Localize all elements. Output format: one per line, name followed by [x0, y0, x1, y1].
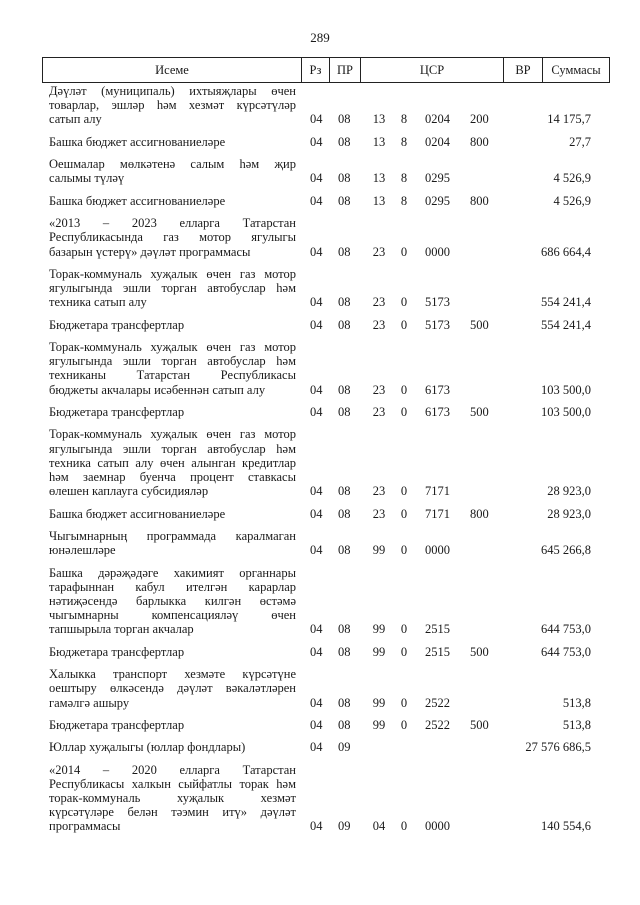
row-sum: 27,7 — [569, 134, 591, 149]
row-csr-part1: 23 — [372, 295, 386, 310]
row-csr-part1: 23 — [372, 484, 386, 499]
row-sum: 644 753,0 — [541, 644, 591, 659]
row-name — [49, 507, 296, 521]
row-csr-part2: 0 — [400, 622, 408, 637]
row-rz: 04 — [310, 695, 323, 710]
row-csr-part3: 7171 — [425, 484, 450, 499]
table-row — [0, 645, 640, 659]
row-csr-part3: 2515 — [425, 622, 450, 637]
row-csr-part1: 23 — [372, 405, 386, 420]
row-name-line: өлешен каплауга субсидияләр — [49, 484, 209, 499]
row-vr: 500 — [470, 317, 489, 332]
row-rz: 04 — [310, 484, 323, 499]
row-csr-part3: 0204 — [425, 112, 450, 127]
row-rz: 04 — [310, 244, 323, 259]
row-name-line: Башка бюджет ассигнованиеләре — [49, 193, 226, 208]
row-csr-part3: 2522 — [425, 717, 450, 732]
row-name-line: Торак-коммуналь хуҗалык өчен газ мотор — [49, 266, 296, 281]
row-csr-part1: 13 — [372, 171, 386, 186]
row-sum: 554 241,4 — [541, 295, 591, 310]
row-name-line: техниканы Татарстан Республикасы — [49, 368, 296, 383]
row-name-line: ягулыгында эшли торган автобуслар һәм — [49, 281, 296, 296]
row-name — [49, 645, 296, 659]
row-csr-part1: 99 — [372, 695, 386, 710]
row-name-line: программасы — [49, 819, 121, 834]
row-csr-part1: 99 — [372, 717, 386, 732]
row-csr-part3: 0000 — [425, 819, 450, 834]
row-rz: 04 — [310, 740, 323, 755]
row-vr: 800 — [470, 193, 489, 208]
row-name-line: Халыкка транспорт хезмәте күрсәтүне — [49, 667, 296, 682]
row-pr: 08 — [338, 506, 351, 521]
row-rz: 04 — [310, 644, 323, 659]
row-pr: 08 — [338, 317, 351, 332]
row-name — [49, 667, 296, 710]
table-row — [0, 740, 640, 754]
row-name — [49, 763, 296, 834]
table-row — [0, 667, 640, 710]
row-vr: 800 — [470, 506, 489, 521]
row-vr: 500 — [470, 644, 489, 659]
table-row — [0, 135, 640, 149]
row-name-line: тапшырыла торган акчалар — [49, 622, 194, 637]
table-row — [0, 157, 640, 185]
table-row — [0, 566, 640, 637]
row-name — [49, 84, 296, 127]
row-csr-part2: 0 — [400, 244, 408, 259]
row-name — [49, 157, 296, 185]
row-csr-part3: 2522 — [425, 695, 450, 710]
table-row — [0, 216, 640, 259]
row-csr-part3: 0000 — [425, 543, 450, 558]
row-pr: 08 — [338, 171, 351, 186]
row-pr: 08 — [338, 695, 351, 710]
row-pr: 09 — [338, 740, 351, 755]
row-csr-part2: 0 — [400, 484, 408, 499]
row-sum: 140 554,6 — [541, 819, 591, 834]
row-name-line: Оешмалар мөлкәтенә салым һәм җир — [49, 157, 296, 172]
row-csr-part3: 0000 — [425, 244, 450, 259]
row-rz: 04 — [310, 819, 323, 834]
table-body — [0, 84, 640, 842]
row-sum: 686 664,4 — [541, 244, 591, 259]
row-sum: 513,8 — [562, 695, 591, 710]
row-sum: 103 500,0 — [541, 405, 591, 420]
row-rz: 04 — [310, 382, 323, 397]
row-name — [49, 135, 296, 149]
row-csr-part2: 0 — [400, 644, 408, 659]
row-name-line: күрсәтүләре белән тәэмин итү» дәүләт — [49, 805, 296, 820]
row-rz: 04 — [310, 171, 323, 186]
row-name-line: Торак-коммуналь хуҗалык өчен газ мотор — [49, 340, 296, 355]
row-pr: 08 — [338, 543, 351, 558]
row-rz: 04 — [310, 405, 323, 420]
row-pr: 08 — [338, 193, 351, 208]
row-csr-part2: 0 — [400, 819, 408, 834]
row-name — [49, 216, 296, 259]
row-name-line: юнәлешләре — [49, 543, 116, 558]
row-pr: 08 — [338, 644, 351, 659]
row-csr-part3: 2515 — [425, 644, 450, 659]
row-csr-part3: 0204 — [425, 134, 450, 149]
row-rz: 04 — [310, 112, 323, 127]
column-header-csr: ЦСР — [419, 63, 445, 77]
row-name-line: товарлар, эшләр һәм хезмәт күрсәтүләр — [49, 98, 296, 113]
row-csr-part2: 8 — [400, 171, 408, 186]
row-name-line: Бюджетара трансфертлар — [49, 644, 185, 659]
row-csr-part1: 13 — [372, 112, 386, 127]
row-name-line: Бюджетара трансфертлар — [49, 405, 185, 420]
row-csr-part3: 7171 — [425, 506, 450, 521]
row-pr: 08 — [338, 717, 351, 732]
row-sum: 28 923,0 — [547, 506, 591, 521]
row-csr-part1: 04 — [372, 819, 386, 834]
row-csr-part2: 0 — [400, 405, 408, 420]
row-name-line: сатып алу — [49, 112, 102, 127]
column-header-vr: ВР — [515, 63, 531, 77]
row-name-line: салымы түләү — [49, 171, 125, 186]
row-sum: 28 923,0 — [547, 484, 591, 499]
row-sum: 645 266,8 — [541, 543, 591, 558]
table-row — [0, 427, 640, 498]
row-name — [49, 529, 296, 557]
row-rz: 04 — [310, 717, 323, 732]
row-name-line: «2014 – 2020 елларга Татарстан — [49, 762, 296, 777]
row-csr-part1: 99 — [372, 644, 386, 659]
table-row — [0, 405, 640, 419]
row-name — [49, 427, 296, 498]
row-csr-part2: 0 — [400, 506, 408, 521]
row-name-line: бюджеты акчалары исәбеннән сатып алу — [49, 382, 266, 397]
row-vr: 800 — [470, 134, 489, 149]
page-number: 289 — [310, 30, 330, 45]
row-csr-part2: 0 — [400, 543, 408, 558]
table-row — [0, 340, 640, 397]
row-rz: 04 — [310, 317, 323, 332]
row-rz: 04 — [310, 543, 323, 558]
table-row — [0, 84, 640, 127]
row-sum: 103 500,0 — [541, 382, 591, 397]
row-sum: 644 753,0 — [541, 622, 591, 637]
row-name-line: тарафыннан кабул ителгән карарлар — [49, 579, 296, 594]
row-name-line: гамәлгә ашыру — [49, 695, 130, 710]
row-csr-part1: 23 — [372, 506, 386, 521]
row-name-line: ягулыгында эшли торган автобуслар һәм — [49, 441, 296, 456]
row-csr-part1: 23 — [372, 317, 386, 332]
row-csr-part2: 0 — [400, 717, 408, 732]
row-name-line: Юллар хуҗалыгы (юллар фондлары) — [49, 740, 246, 755]
table-row — [0, 507, 640, 521]
row-sum: 4 526,9 — [553, 171, 591, 186]
row-name-line: Башка бюджет ассигнованиеләре — [49, 506, 226, 521]
row-name-line: чыгымнарны компенсацияләү өчен — [49, 608, 296, 623]
row-pr: 08 — [338, 484, 351, 499]
row-name-line: ягулыгында эшли торган автобуслар һәм — [49, 354, 296, 369]
row-name — [49, 194, 296, 208]
row-name-line: оештыру өлкәсендә дәүләт вәкаләтләрен — [49, 681, 296, 696]
row-name-line: торак-коммуналь хуҗалык хезмәт — [49, 791, 296, 806]
row-name — [49, 405, 296, 419]
row-rz: 04 — [310, 622, 323, 637]
row-csr-part1: 23 — [372, 382, 386, 397]
row-name-line: Торак-коммуналь хуҗалык өчен газ мотор — [49, 427, 296, 442]
row-name-line: «2013 – 2023 елларга Татарстан — [49, 216, 296, 231]
row-pr: 08 — [338, 405, 351, 420]
row-pr: 09 — [338, 819, 351, 834]
row-csr-part2: 8 — [400, 112, 408, 127]
row-csr-part2: 0 — [400, 317, 408, 332]
row-csr-part1: 13 — [372, 134, 386, 149]
table-header — [42, 57, 610, 83]
row-pr: 08 — [338, 295, 351, 310]
row-sum: 27 576 686,5 — [525, 740, 591, 755]
row-csr-part1: 99 — [372, 543, 386, 558]
row-pr: 08 — [338, 382, 351, 397]
row-csr-part3: 5173 — [425, 295, 450, 310]
column-header-sum: Суммасы — [551, 63, 601, 77]
table-row — [0, 529, 640, 557]
table-row — [0, 267, 640, 310]
table-row — [0, 763, 640, 834]
table-row — [0, 318, 640, 332]
row-vr: 500 — [470, 405, 489, 420]
row-rz: 04 — [310, 295, 323, 310]
row-name — [49, 718, 296, 732]
row-rz: 04 — [310, 134, 323, 149]
row-name-line: Республикасы халкын сыйфатлы торак һәм — [49, 776, 296, 791]
row-name-line: Дәүләт (муниципаль) ихтыяҗлары өчен — [49, 84, 296, 98]
row-vr: 200 — [470, 112, 489, 127]
row-csr-part2: 0 — [400, 695, 408, 710]
row-csr-part3: 0295 — [425, 193, 450, 208]
row-pr: 08 — [338, 112, 351, 127]
row-name-line: техника сатып алу өчен алынган кредитлар — [49, 455, 296, 470]
row-csr-part2: 0 — [400, 382, 408, 397]
column-header-pr: ПР — [337, 63, 353, 77]
column-header-name: Исеме — [155, 63, 189, 77]
row-csr-part1: 13 — [372, 193, 386, 208]
row-csr-part1: 99 — [372, 622, 386, 637]
row-csr-part3: 5173 — [425, 317, 450, 332]
row-name — [49, 318, 296, 332]
row-name-line: Башка дәрәҗәдәге хакимият органнары — [49, 565, 296, 580]
row-sum: 513,8 — [562, 717, 591, 732]
row-rz: 04 — [310, 506, 323, 521]
row-name — [49, 340, 296, 397]
row-name — [49, 566, 296, 637]
row-vr: 500 — [470, 717, 489, 732]
row-csr-part3: 0295 — [425, 171, 450, 186]
row-csr-part2: 8 — [400, 193, 408, 208]
row-sum: 14 175,7 — [547, 112, 591, 127]
row-pr: 08 — [338, 134, 351, 149]
row-sum: 4 526,9 — [553, 193, 591, 208]
row-csr-part2: 8 — [400, 134, 408, 149]
row-sum: 554 241,4 — [541, 317, 591, 332]
row-name-line: Бюджетара трансфертлар — [49, 717, 185, 732]
row-name — [49, 740, 296, 754]
row-name-line: техника сатып алу — [49, 295, 147, 310]
row-name-line: Республикасында газ мотор ягулыгы — [49, 230, 296, 245]
row-csr-part3: 6173 — [425, 382, 450, 397]
row-name-line: һәм заемнар буенча процент ставкасы — [49, 470, 296, 485]
table-row — [0, 194, 640, 208]
row-csr-part2: 0 — [400, 295, 408, 310]
row-pr: 08 — [338, 622, 351, 637]
table-row — [0, 718, 640, 732]
row-rz: 04 — [310, 193, 323, 208]
row-name-line: базарын үстерү» дәүләт программасы — [49, 244, 251, 259]
row-name — [49, 267, 296, 310]
row-name-line: Чыгымнарның программада каралмаган — [49, 528, 296, 543]
row-csr-part3: 6173 — [425, 405, 450, 420]
row-name-line: Башка бюджет ассигнованиеләре — [49, 134, 226, 149]
row-pr: 08 — [338, 244, 351, 259]
row-name-line: нәтиҗәсендә барлыкка килгән өстәмә — [49, 593, 296, 608]
row-name-line: Бюджетара трансфертлар — [49, 317, 185, 332]
column-header-rz: Рз — [309, 63, 322, 77]
row-csr-part1: 23 — [372, 244, 386, 259]
